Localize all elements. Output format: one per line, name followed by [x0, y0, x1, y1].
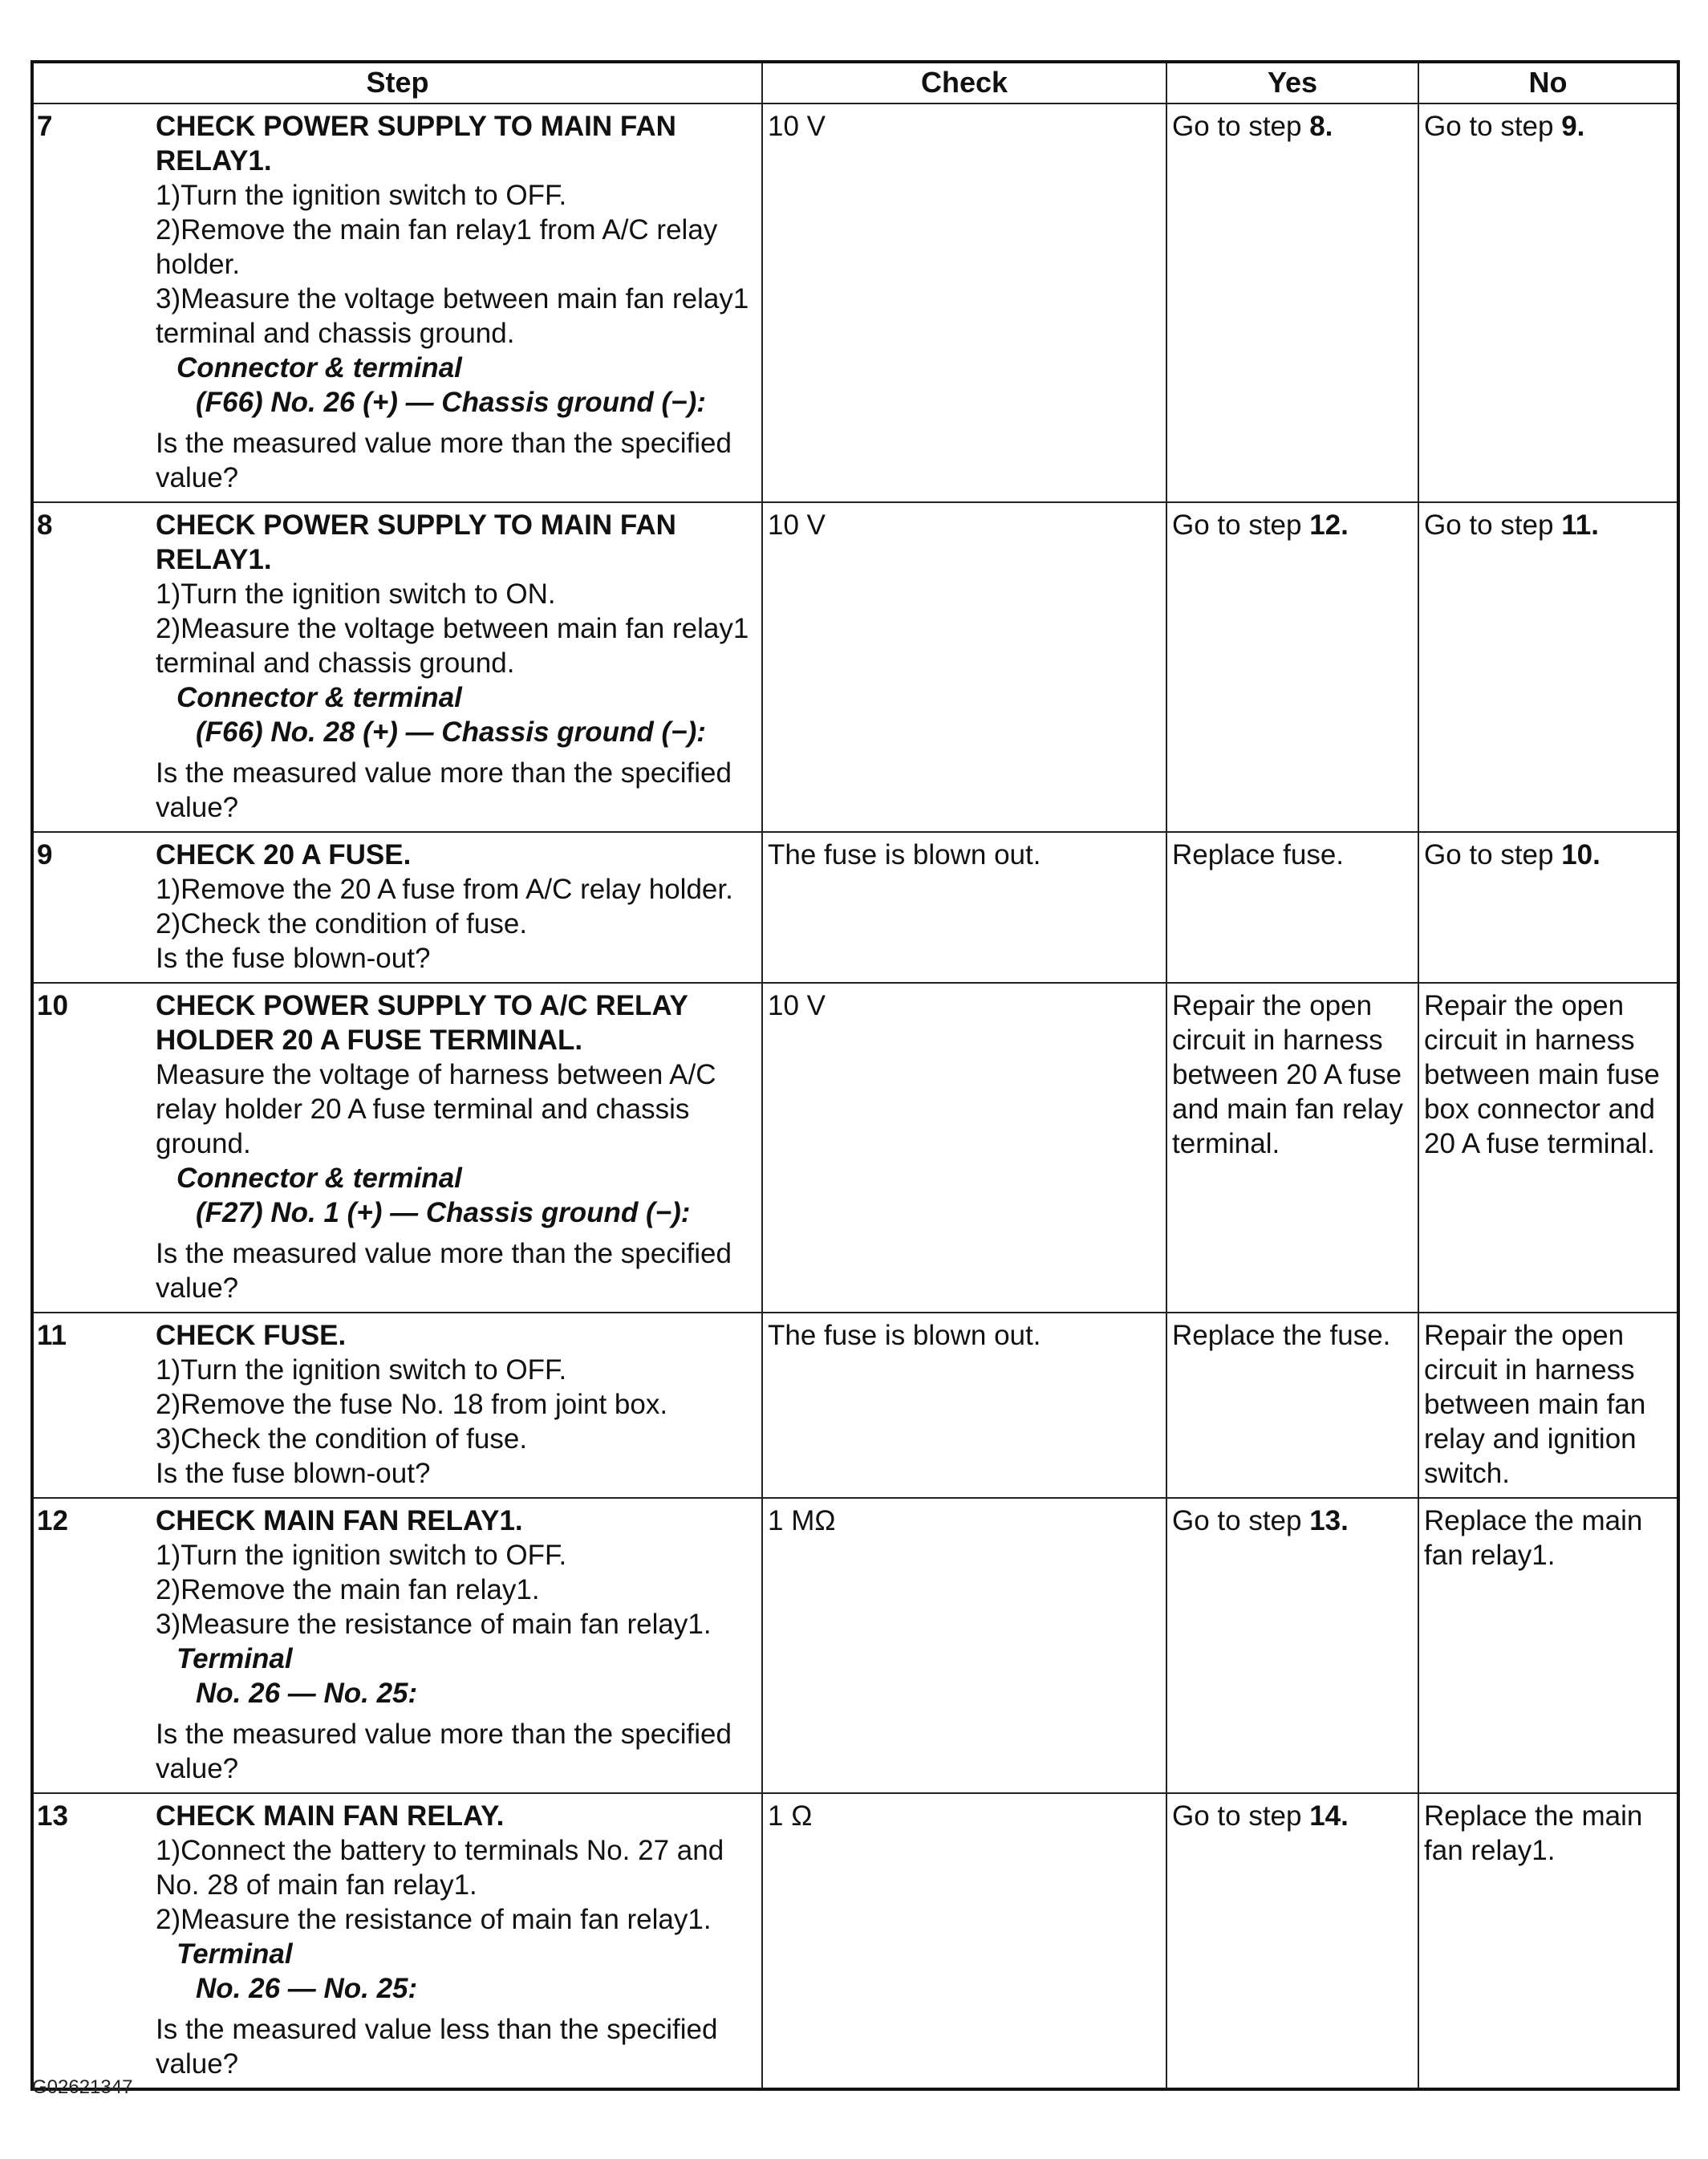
- check-cell: 10 V: [762, 983, 1166, 1313]
- check-cell: 10 V: [762, 103, 1166, 502]
- step-title: CHECK MAIN FAN RELAY1.: [156, 1505, 523, 1536]
- connector-terminal-spec: (F66) No. 28 (+) — Chassis ground (−):: [196, 716, 706, 748]
- step-cell: [32, 1498, 762, 1793]
- instruction-line: Is the fuse blown-out?: [156, 943, 431, 974]
- instruction-line: 1)Turn the ignition switch to OFF.: [156, 180, 567, 211]
- instruction-line: 2)Remove the main fan relay1 from A/C relay holder.: [156, 214, 718, 280]
- connector-heading: Terminal: [176, 1643, 293, 1674]
- no-action-text: Go to step: [1424, 839, 1562, 870]
- step-number: 11: [37, 1320, 67, 1351]
- yes-step-ref: 14.: [1309, 1800, 1349, 1832]
- instruction-line: 1)Turn the ignition switch to ON.: [156, 578, 556, 610]
- step-instructions: [156, 1499, 761, 1792]
- step-question: Is the measured value more than the specified value?: [156, 757, 732, 823]
- step-instructions: [156, 833, 761, 982]
- check-cell: 1 MΩ: [762, 1498, 1166, 1793]
- yes-step-ref: 12.: [1309, 509, 1349, 541]
- step-question: Is the measured value more than the specified value?: [156, 1719, 732, 1784]
- header-check: Check: [762, 62, 1166, 103]
- instruction-line: 3)Measure the resistance of main fan relay1.: [156, 1609, 712, 1640]
- instruction-line: 2)Remove the fuse No. 18 from joint box.: [156, 1389, 668, 1420]
- no-step-ref: 11.: [1561, 509, 1599, 541]
- step-question: Is the measured value more than the specified value?: [156, 428, 732, 493]
- no-action-text: Go to step: [1424, 509, 1562, 541]
- check-cell: The fuse is blown out.: [762, 832, 1166, 983]
- no-cell: [1418, 103, 1678, 502]
- figure-code: G02621347: [32, 2076, 133, 2098]
- yes-cell: [1166, 1498, 1418, 1793]
- instruction-line: 3)Measure the voltage between main fan relay1 terminal and chassis ground.: [156, 283, 749, 349]
- step-title: CHECK FUSE.: [156, 1320, 347, 1351]
- connector-heading: Connector & terminal: [176, 1163, 462, 1194]
- table-row: [32, 103, 1678, 502]
- table-body: [32, 103, 1678, 2089]
- table-header-row: [32, 62, 1678, 103]
- table-row: [32, 832, 1678, 983]
- instruction-line: 2)Measure the voltage between main fan relay1 terminal and chassis ground.: [156, 613, 749, 679]
- instruction-line: 1)Connect the battery to terminals No. 27 and No. 28 of main fan relay1.: [156, 1835, 724, 1901]
- instruction-line: 2)Remove the main fan relay1.: [156, 1574, 540, 1605]
- step-cell: [32, 1793, 762, 2089]
- step-number: 9: [37, 839, 53, 870]
- instruction-line: Measure the voltage of harness between A/C relay holder 20 A fuse terminal and chassis ground.: [156, 1059, 716, 1159]
- connector-terminal-spec: No. 26 — No. 25:: [196, 1973, 418, 2004]
- yes-step-ref: 13.: [1309, 1505, 1349, 1536]
- instruction-line: Is the fuse blown-out?: [156, 1458, 431, 1489]
- no-action-text: Repair the open circuit in harness between main fan relay and ignition switch.: [1424, 1320, 1646, 1489]
- yes-action-text: Replace fuse.: [1172, 839, 1345, 870]
- table-row: [32, 1793, 1678, 2089]
- connector-terminal-spec: (F27) No. 1 (+) — Chassis ground (−):: [196, 1197, 691, 1228]
- yes-cell: [1166, 832, 1418, 983]
- no-cell: [1418, 832, 1678, 983]
- yes-action-text: Repair the open circuit in harness between 20 A fuse and main fan relay terminal.: [1172, 990, 1403, 1159]
- step-title: CHECK POWER SUPPLY TO A/C RELAY HOLDER 20 A FUSE TERMINAL.: [156, 990, 688, 1056]
- step-instructions: [156, 1313, 761, 1497]
- table-row: [32, 502, 1678, 832]
- no-cell: [1418, 1793, 1678, 2089]
- step-instructions: [156, 1794, 761, 2088]
- yes-action-text: Go to step: [1172, 509, 1310, 541]
- step-title: CHECK POWER SUPPLY TO MAIN FAN RELAY1.: [156, 509, 676, 575]
- diagnostic-procedure-table: [30, 60, 1680, 2091]
- yes-cell: [1166, 502, 1418, 832]
- no-step-ref: 9.: [1561, 111, 1585, 142]
- step-instructions: [156, 984, 761, 1312]
- yes-step-ref: 8.: [1309, 111, 1333, 142]
- instruction-line: 3)Check the condition of fuse.: [156, 1423, 528, 1455]
- no-action-text: Replace the main fan relay1.: [1424, 1505, 1643, 1571]
- step-cell: [32, 1313, 762, 1498]
- no-cell: [1418, 1498, 1678, 1793]
- step-cell: [32, 832, 762, 983]
- instruction-line: 1)Turn the ignition switch to OFF.: [156, 1354, 567, 1386]
- step-cell: [32, 983, 762, 1313]
- yes-action-text: Go to step: [1172, 111, 1310, 142]
- connector-heading: Connector & terminal: [176, 352, 462, 384]
- connector-terminal-spec: (F66) No. 26 (+) — Chassis ground (−):: [196, 387, 706, 418]
- no-step-ref: 10.: [1561, 839, 1600, 870]
- yes-action-text: Go to step: [1172, 1800, 1310, 1832]
- step-instructions: [156, 503, 761, 831]
- header-no: No: [1418, 62, 1678, 103]
- yes-cell: [1166, 103, 1418, 502]
- step-cell: [32, 502, 762, 832]
- yes-cell: [1166, 1313, 1418, 1498]
- step-instructions: [156, 104, 761, 501]
- yes-cell: [1166, 1793, 1418, 2089]
- no-action-text: Replace the main fan relay1.: [1424, 1800, 1643, 1866]
- step-number: 7: [37, 111, 53, 142]
- connector-heading: Connector & terminal: [176, 682, 462, 713]
- step-cell: [32, 103, 762, 502]
- header-yes: Yes: [1166, 62, 1418, 103]
- instruction-line: 2)Check the condition of fuse.: [156, 908, 528, 939]
- step-title: CHECK MAIN FAN RELAY.: [156, 1800, 505, 1832]
- step-number: 12: [37, 1505, 68, 1536]
- no-cell: [1418, 1313, 1678, 1498]
- yes-cell: [1166, 983, 1418, 1313]
- table-row: [32, 983, 1678, 1313]
- check-cell: 1 Ω: [762, 1793, 1166, 2089]
- connector-terminal-spec: No. 26 — No. 25:: [196, 1678, 418, 1709]
- no-action-text: Go to step: [1424, 111, 1562, 142]
- yes-action-text: Go to step: [1172, 1505, 1310, 1536]
- table-row: [32, 1313, 1678, 1498]
- step-title: CHECK POWER SUPPLY TO MAIN FAN RELAY1.: [156, 111, 676, 177]
- instruction-line: 2)Measure the resistance of main fan relay1.: [156, 1904, 712, 1935]
- step-number: 13: [37, 1800, 68, 1832]
- step-number: 10: [37, 990, 68, 1021]
- header-step: Step: [32, 62, 762, 103]
- step-title: CHECK 20 A FUSE.: [156, 839, 412, 870]
- no-action-text: Repair the open circuit in harness between main fuse box connector and 20 A fuse terminal.: [1424, 990, 1660, 1159]
- step-question: Is the measured value more than the specified value?: [156, 1238, 732, 1304]
- table-row: [32, 1498, 1678, 1793]
- instruction-line: 1)Turn the ignition switch to OFF.: [156, 1540, 567, 1571]
- connector-heading: Terminal: [176, 1938, 293, 1970]
- diagnostic-table-sheet: [30, 60, 1677, 2091]
- no-cell: [1418, 502, 1678, 832]
- step-number: 8: [37, 509, 53, 541]
- step-question: Is the measured value less than the specified value?: [156, 2014, 718, 2080]
- check-cell: 10 V: [762, 502, 1166, 832]
- check-cell: The fuse is blown out.: [762, 1313, 1166, 1498]
- no-cell: [1418, 983, 1678, 1313]
- yes-action-text: Replace the fuse.: [1172, 1320, 1391, 1351]
- instruction-line: 1)Remove the 20 A fuse from A/C relay holder.: [156, 874, 733, 905]
